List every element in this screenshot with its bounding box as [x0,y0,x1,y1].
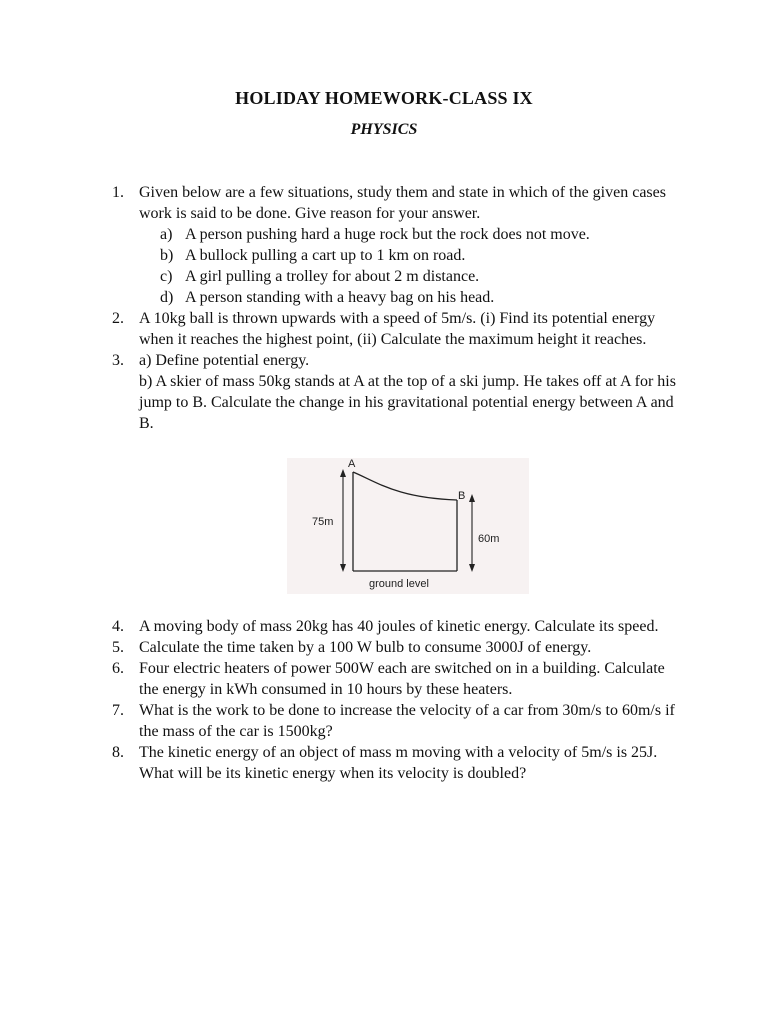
arrow-head-down-icon [340,564,346,572]
question-text: Given below are a few situations, study them and state in which of the given cases work is said to be done. Give reason for your answer. [139,184,666,222]
option-text: A person standing with a heavy bag on his head. [185,289,495,306]
question-number: 6. [112,660,124,677]
question-7 [112,700,682,742]
arrow-head-down-icon [469,564,475,572]
ski-slope-curve [353,472,457,500]
height-b-label: 60m [478,533,500,545]
page-title: HOLIDAY HOMEWORK-CLASS IX [235,88,533,108]
question-number: 7. [112,702,124,719]
question-text: A moving body of mass 20kg has 40 joules of kinetic energy. Calculate its speed. [139,618,659,635]
question-text-part-b: b) A skier of mass 50kg stands at A at the top of a ski jump. He takes off at A for his jump to B. Calculate the change in his gravitational potential energy between A and B. [139,373,676,432]
question-6 [112,658,682,700]
arrow-head-up-icon [340,469,346,477]
question-number: 3. [112,352,124,369]
question-text: What is the work to be done to increase the velocity of a car from 30m/s to 60m/s if the mass of the car is 1500kg? [139,702,675,740]
option-label: a) [160,226,173,243]
point-b-label: B [458,490,466,502]
option-text: A girl pulling a trolley for about 2 m distance. [185,268,480,285]
question-number: 1. [112,184,124,201]
height-a-label: 75m [312,516,334,528]
question-1 [112,182,682,224]
option-label: b) [160,247,174,264]
question-text: Calculate the time taken by a 100 W bulb to consume 3000J of energy. [139,639,592,656]
question-number: 8. [112,744,124,761]
question-list-top [112,182,682,434]
option-label: d) [160,289,174,306]
option-label: c) [160,268,173,285]
ground-level-label: ground level [369,578,429,590]
ski-jump-diagram [287,458,529,594]
question-2 [112,308,682,350]
point-a-label: A [348,458,356,470]
question-number: 2. [112,310,124,327]
question-list-bottom [112,616,682,784]
option-d [160,287,682,308]
question-4 [112,616,682,637]
arrow-head-up-icon [469,494,475,502]
question-3 [112,350,682,371]
question-5 [112,637,682,658]
question-text: A 10kg ball is thrown upwards with a speed of 5m/s. (i) Find its potential energy when it reaches the highest point, (ii) Calculate the maximum height it reaches. [139,310,656,348]
option-c [160,266,682,287]
question-number: 4. [112,618,124,635]
option-b [160,245,682,266]
question-8 [112,742,682,784]
question-text-part-a: a) Define potential energy. [139,352,310,369]
option-a [160,224,682,245]
option-text: A bullock pulling a cart up to 1 km on road. [185,247,466,264]
question-text: The kinetic energy of an object of mass m moving with a velocity of 5m/s is 25J. What will be its kinetic energy when its velocity is doubled? [139,744,658,782]
subject-heading: PHYSICS [350,121,418,138]
ski-jump-svg [287,458,529,594]
option-text: A person pushing hard a huge rock but the rock does not move. [185,226,590,243]
question-text: Four electric heaters of power 500W each are switched on in a building. Calculate the energy in kWh consumed in 10 hours by these heaters. [139,660,665,698]
question-number: 5. [112,639,124,656]
